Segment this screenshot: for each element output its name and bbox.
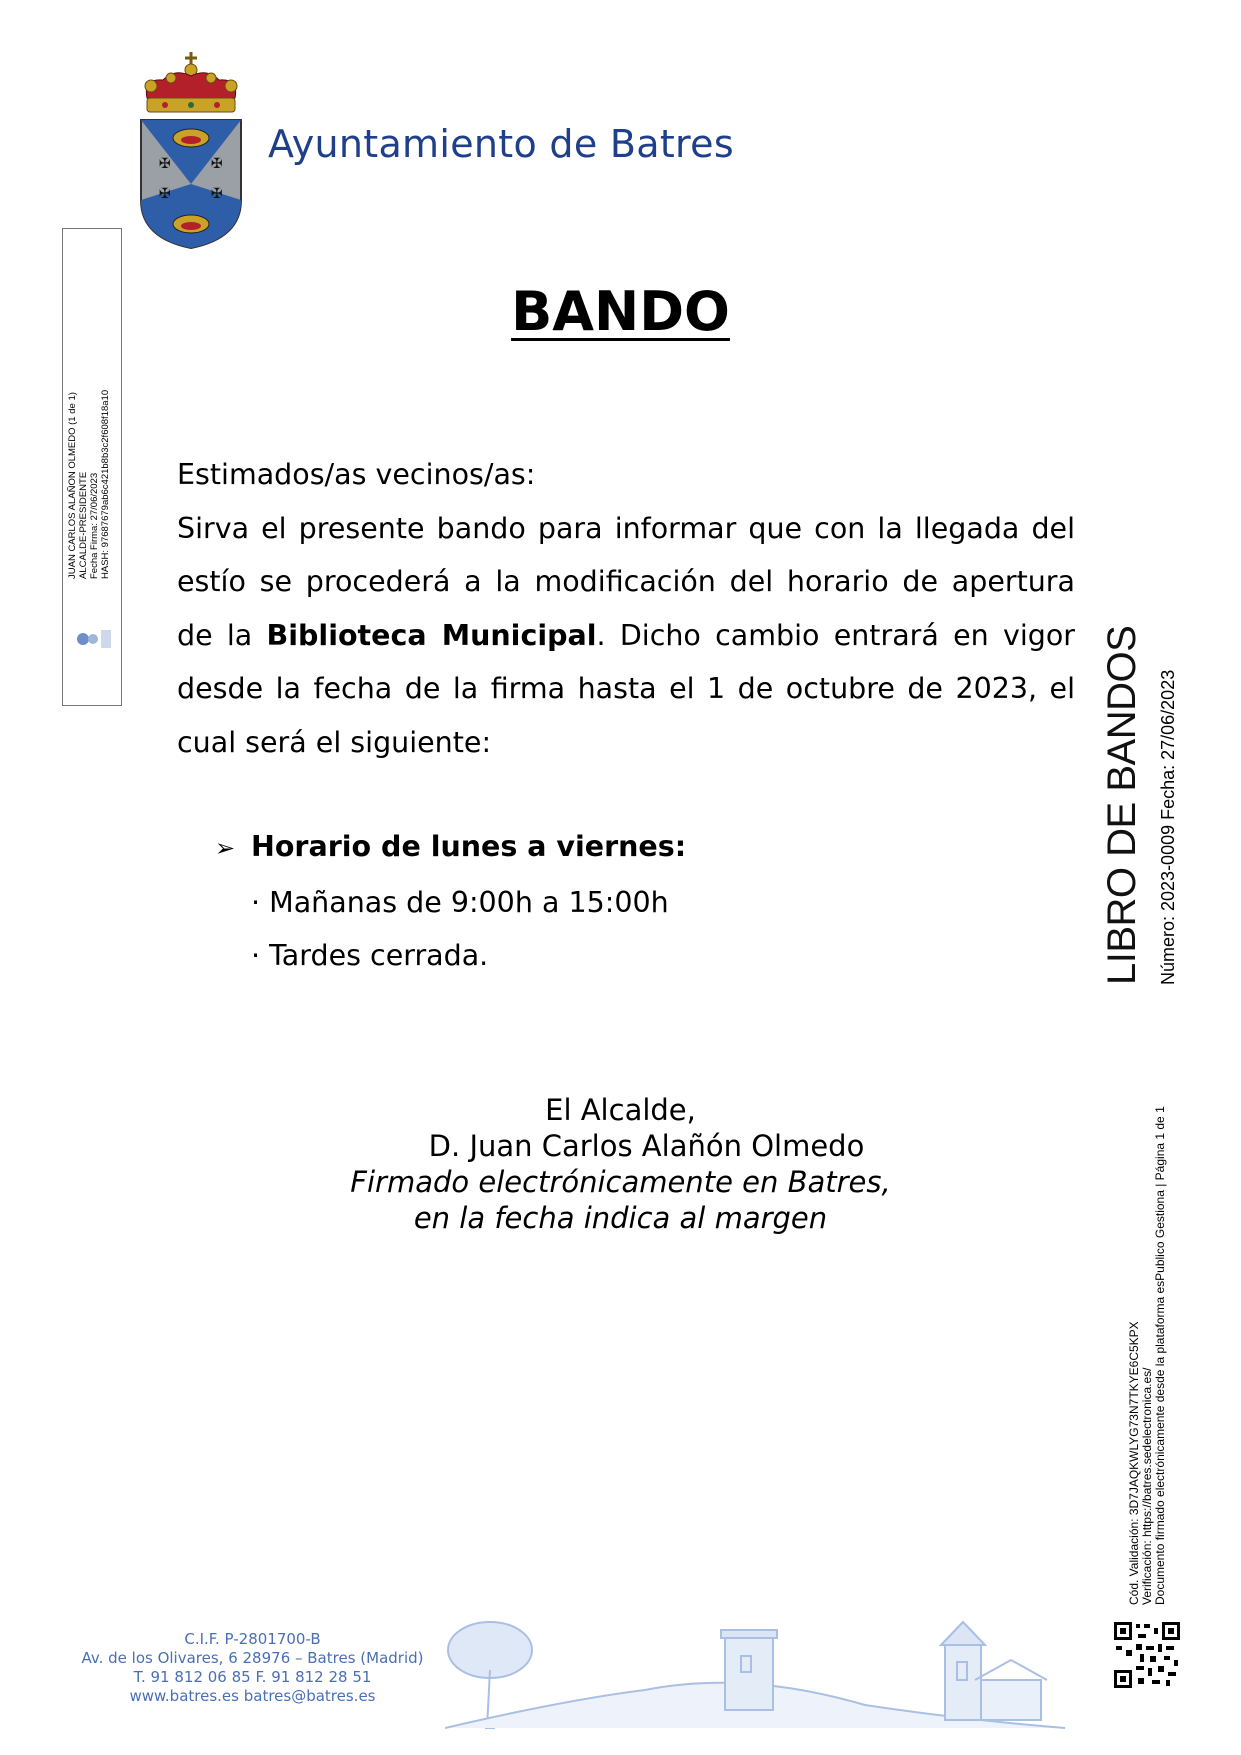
para-part-1: Sirva el presente bando para informar que con la llegada del estío se procederá a la modificación del horario de apertura de la <box>177 511 1075 652</box>
svg-text:✠: ✠ <box>159 186 171 202</box>
signature-note-1: Firmado electrónicamente en Batres, <box>350 1165 891 1199</box>
signer-name: D. Juan Carlos Alañón Olmedo <box>428 1129 865 1163</box>
svg-text:✠: ✠ <box>159 156 171 172</box>
schedule-heading-text: Horario de lunes a viernes: <box>251 830 687 863</box>
main-paragraph <box>177 502 1075 770</box>
signer-role: El Alcalde, <box>545 1093 696 1127</box>
schedule-list <box>215 820 686 983</box>
validation-code: Cód. Validación: 3D7JAQKWLYG73N7TKYE6C5KPX <box>1127 1321 1141 1605</box>
arrow-bullet-icon: ➢ <box>215 834 236 862</box>
schedule-heading <box>215 820 686 876</box>
signed-platform-note: Documento firmado electrónicamente desde la plataforma esPublico Gestiona | Página 1 de 1 <box>1153 1106 1167 1605</box>
signature-note-2: en la fecha indica al margen <box>413 1201 828 1235</box>
schedule-item-morning: · Mañanas de 9:00h a 15:00h <box>251 885 669 919</box>
organization-name: Ayuntamiento de Batres <box>268 122 734 166</box>
village-landscape-illustration <box>445 1610 1065 1735</box>
qr-code-icon <box>1112 1620 1182 1690</box>
signature-block <box>0 1092 1241 1236</box>
footer-address: Av. de los Olivares, 6 28976 – Batres (Madrid) <box>81 1649 424 1667</box>
title-text: BANDO <box>511 280 730 343</box>
para-bold-library: Biblioteca Municipal <box>266 618 597 652</box>
libro-de-bandos-label: LIBRO DE BANDOS <box>1100 625 1144 985</box>
sig-line-date: Fecha Firma: 27/06/2023 <box>89 472 100 579</box>
svg-text:✠: ✠ <box>211 186 223 202</box>
schedule-item-afternoon: · Tardes cerrada. <box>251 939 489 972</box>
verification-url[interactable]: Verificación: https://batres.sedelectronica.es/ <box>1140 1367 1154 1605</box>
sig-line-role: ALCALDE-PRESIDENTE <box>78 471 89 579</box>
body-text <box>177 448 1075 769</box>
coat-of-arms-logo <box>135 50 247 250</box>
footer-phone: T. 91 812 06 85 F. 91 812 28 51 <box>133 1668 372 1686</box>
sig-line-hash: HASH: 97687679ab6c421b8b3c2f608f18a10 <box>100 389 111 579</box>
numero-fecha-label: Número: 2023-0009 Fecha: 27/06/2023 <box>1158 669 1178 985</box>
footer-cif: C.I.F. P-2801700-B <box>184 1630 321 1648</box>
footer-contact <box>60 1630 445 1706</box>
para-part-2: . Dicho cambio entrará en vigor desde la fecha de la firma hasta el 1 de octubre de 2023, el cual será el siguiente: <box>177 618 1075 759</box>
sig-line-name: JUAN CARLOS ALAÑON OLMEDO (1 de 1) <box>67 392 78 579</box>
greeting: Estimados/as vecinos/as: <box>177 458 536 491</box>
footer-web-email[interactable]: www.batres.es batres@batres.es <box>129 1687 376 1705</box>
svg-text:✠: ✠ <box>211 156 223 172</box>
validation-info <box>1128 1106 1167 1605</box>
document-title <box>0 280 1241 343</box>
small-seal-icon <box>73 624 113 654</box>
